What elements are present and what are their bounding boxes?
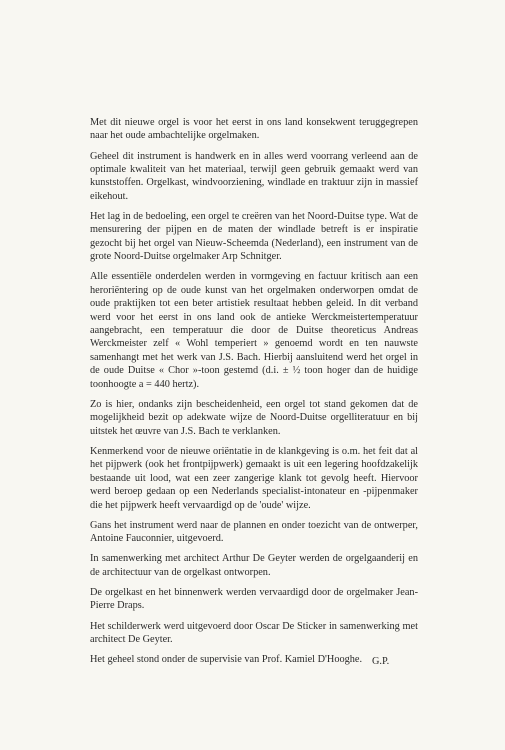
paragraph-designer: Gans het instrument werd naar de plannen en onder toezicht van de ontwerper, Antoine Fauconnier, uitgevoerd. (90, 519, 418, 545)
paragraph-north-german-type: Het lag in de bedoeling, een orgel te creëren van het Noord-Duitse type. Wat de mensurering der pijpen en de maten der windlade betreft is er inspiratie gezocht bij het orgel van Nieuw-Scheemda (Nederland), een instrument van de grote Noord-Duitse orgelmaker Arp Schnitger. (90, 211, 418, 263)
paragraph-reorientation: Alle essentiële onderdelen werden in vormgeving en factuur kritisch aan een heroriëntering op de oude kunst van het orgelmaken onderworpen omdat de oude praktijken tot een beter artistiek resultaat hebben geleid. In dit verband werd voor het eerst in ons land ook de antieke Werckmeistertemperatuur aangebracht, een temperatuur die door de Duitse theoreticus Andreas Werckmeister zelf « Wohl temperiert » genoemd wordt en ten nauwste samenhangt met het werk van J.S. Bach. Hierbij aansluitend werd het orgel in de oude Duitse « Chor »-toon gestemd (d.i. ± ½ toon hoger dan de huidige toonhoogte a = 440 hertz). (90, 271, 418, 390)
paragraph-painting: Het schilderwerk werd uitgevoerd door Oscar De Sticker in samenwerking met architect De Geyter. (90, 620, 418, 645)
paragraph-modesty: Zo is hier, ondanks zijn bescheidenheid, een orgel tot stand gekomen dat de mogelijkheid bezit op adekwate wijze de Noord-Duitse orgelliteratuur en bij uitstek het œuvre van J.S. Bach te verklanken. (90, 398, 418, 437)
paragraph-intro: Met dit nieuwe orgel is voor het eerst in ons land konsekwent teruggegrepen naar het oude ambachtelijke orgelmaken. (90, 117, 418, 142)
paragraph-sound: Kenmerkend voor de nieuwe oriëntatie in de klankgeving is o.m. het feit dat al het pijpwerk (ook het frontpijpwerk) gemaakt is uit een legering hoofdzakelijk bestaande uit lood, wat een zeer zangerige klank tot gevolg heeft. Hiervoor werd beroep gedaan op een Nederlands specialist-intonateur en -pijpenmaker die het pijpwerk heeft vervaardigd op de 'oude' wijze. (90, 445, 418, 511)
paragraph-architect: In samenwerking met architect Arthur De Geyter werden de orgelgaanderij en de architectuur van de orgelkast ontworpen. (90, 553, 418, 578)
paragraph-organ-builder: De orgelkast en het binnenwerk werden vervaardigd door de orgelmaker Jean-Pierre Draps. (90, 586, 418, 612)
signature-initials: G.P. (372, 656, 390, 667)
body-text (90, 116, 418, 673)
paragraph-handwork: Geheel dit instrument is handwerk en in alles werd voorrang verleend aan de optimale kwaliteit van het materiaal, terwijl geen gebruik gemaakt werd van kunststoffen. Orgelkast, windvoorziening, windlade en traktuur zijn in massief eikehout. (90, 150, 418, 202)
paragraph-supervision: Het geheel stond onder de supervisie van Prof. Kamiel D'Hooghe. (90, 654, 363, 666)
